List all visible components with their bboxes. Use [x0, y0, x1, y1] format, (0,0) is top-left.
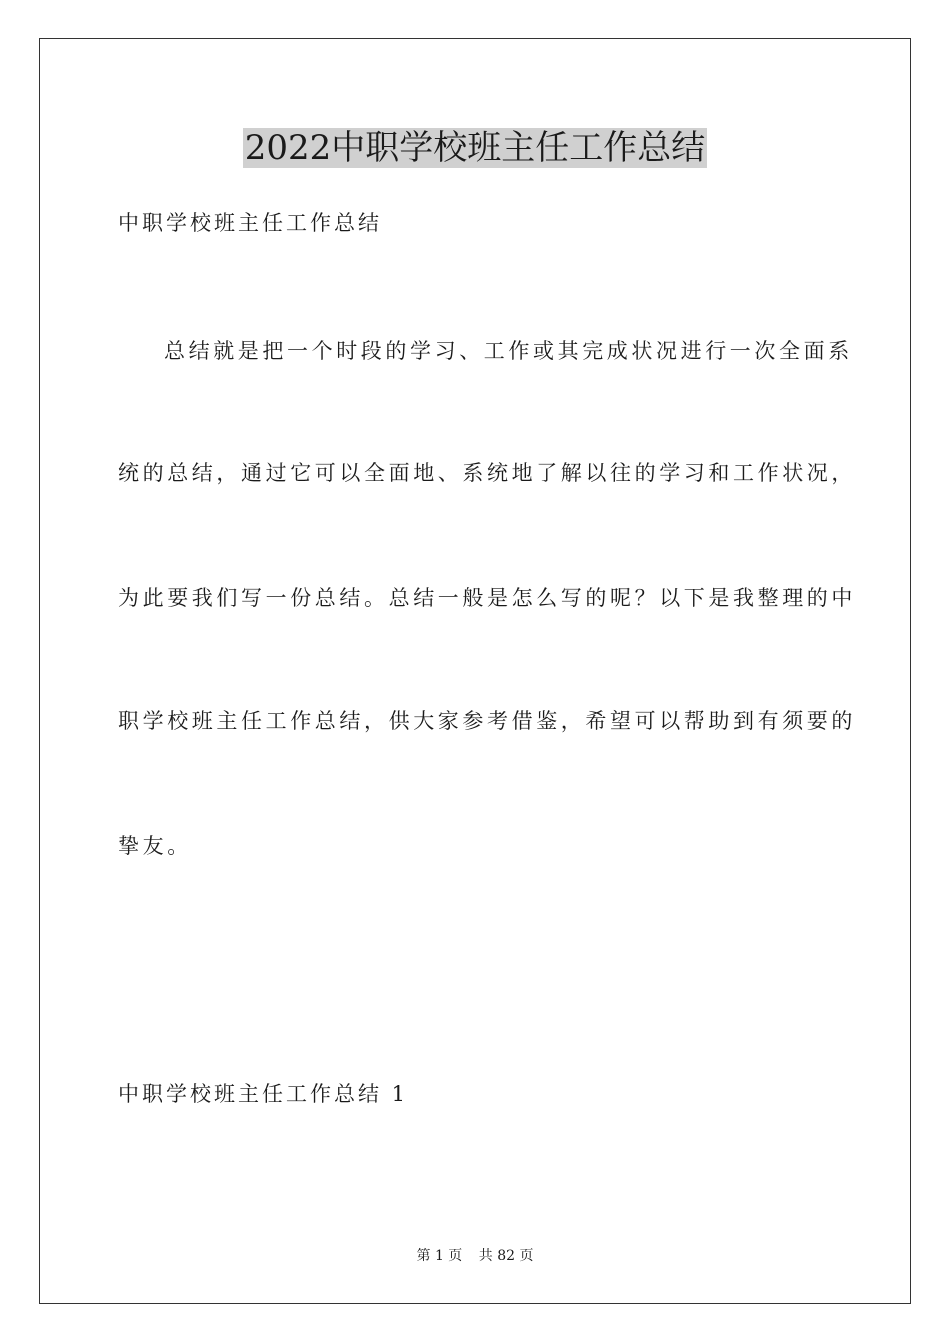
page-footer	[0, 1246, 950, 1266]
section-heading: 中职学校班主任工作总结 1	[118, 1082, 409, 1106]
intro-line-3: 为此要我们写一份总结。总结一般是怎么写的呢？以下是我整理的中	[118, 586, 856, 610]
intro-line-5: 挚友。	[118, 834, 192, 858]
intro-line-4: 职学校班主任工作总结，供大家参考借鉴，希望可以帮助到有须要的	[118, 709, 856, 733]
document-subtitle: 中职学校班主任工作总结	[118, 211, 382, 235]
page-number: 第 1 页	[416, 1248, 463, 1264]
document-title	[0, 124, 950, 172]
intro-line-1: 总结就是把一个时段的学习、工作或其完成状况进行一次全面系	[164, 339, 853, 363]
document-title-text: 2022中职学校班主任工作总结	[244, 128, 706, 168]
page-total: 共 82 页	[478, 1248, 534, 1264]
intro-line-2: 统的总结，通过它可以全面地、系统地了解以往的学习和工作状况，	[118, 461, 856, 485]
